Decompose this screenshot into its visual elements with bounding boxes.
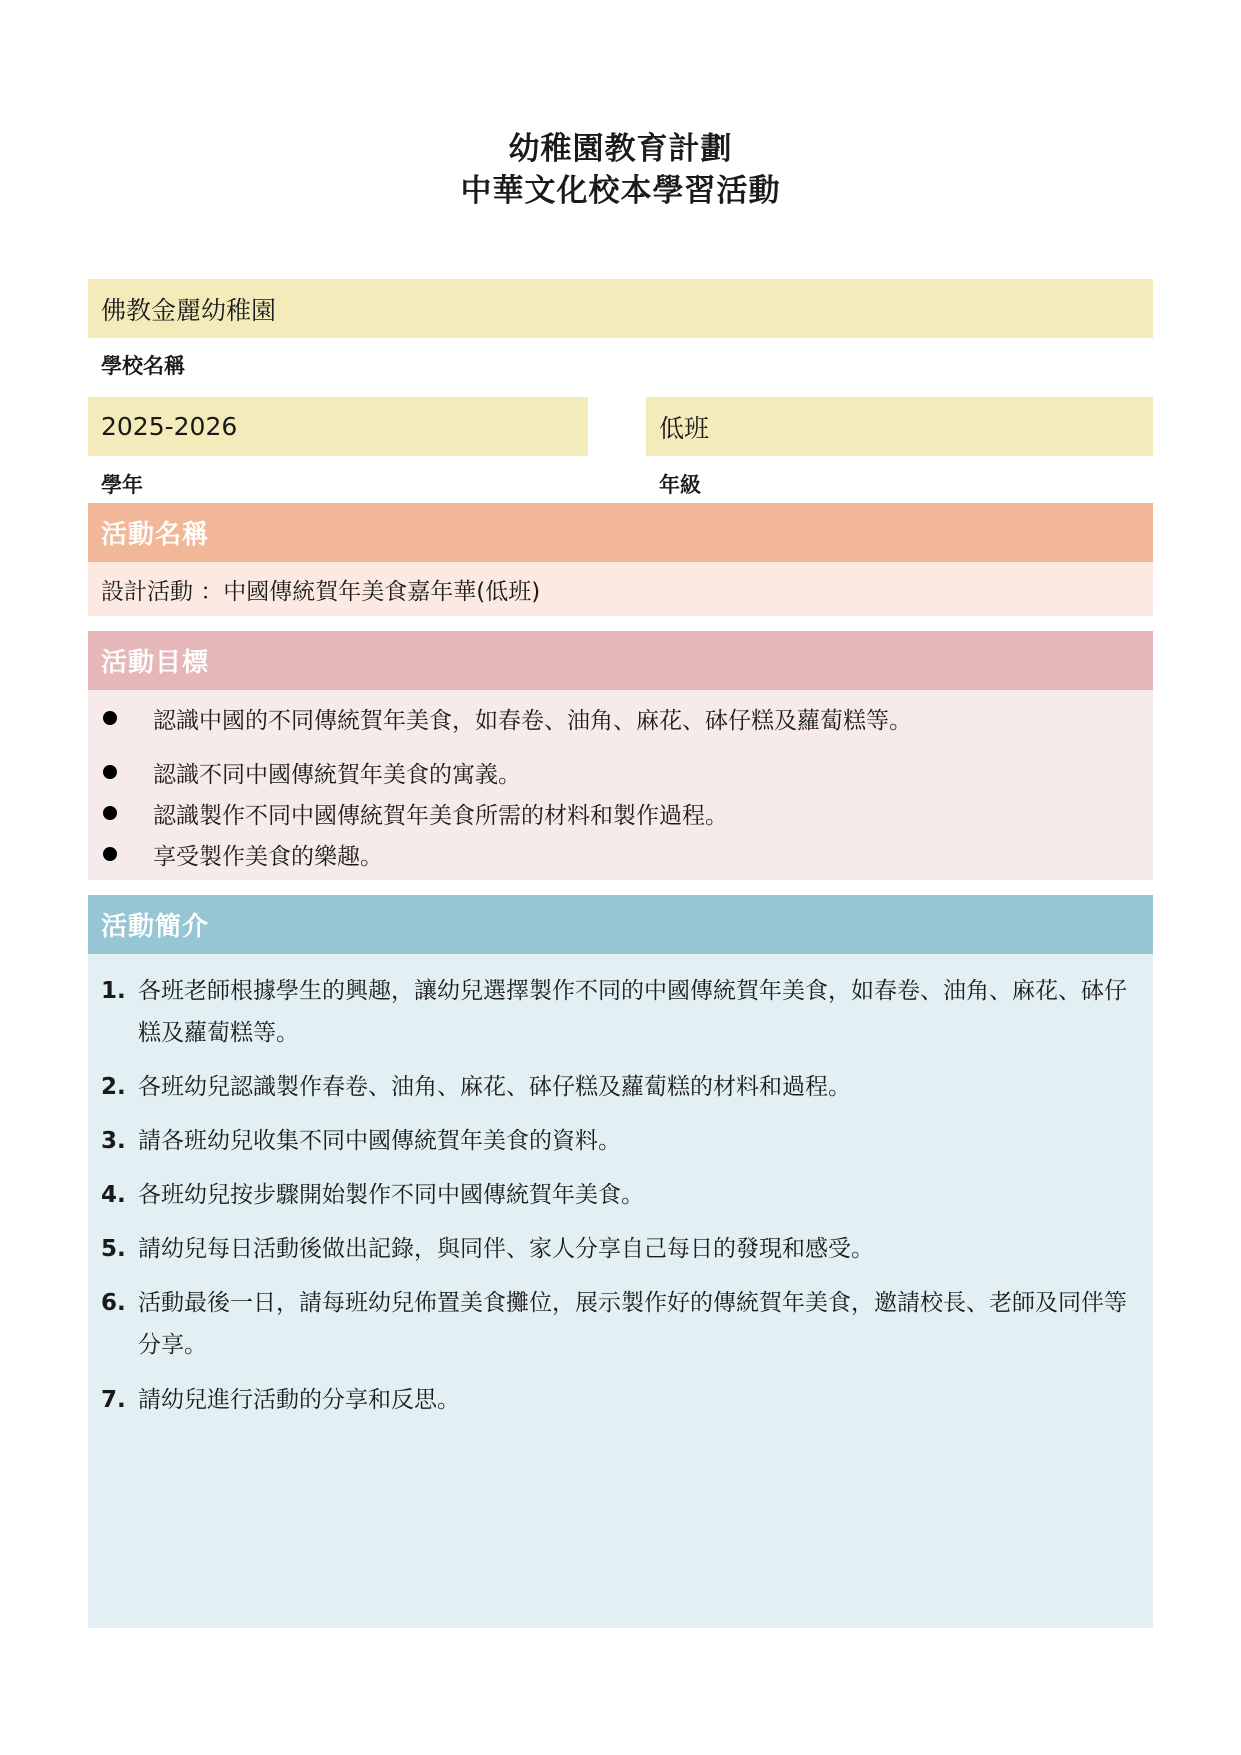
item-text: 各班老師根據學生的興趣，讓幼兒選擇製作不同的中國傳統賀年美食，如春卷、油角、麻花、砵仔糕及蘿蔔糕等。 xyxy=(138,978,1127,1046)
school-year-label: 學年 xyxy=(101,473,143,497)
item-number: 2. xyxy=(101,1074,126,1100)
list-item xyxy=(88,1066,1153,1108)
item-number: 6. xyxy=(101,1290,126,1316)
item-number: 4. xyxy=(101,1182,126,1208)
item-number: 7. xyxy=(101,1387,126,1413)
objectives-list xyxy=(88,690,1153,880)
item-text: 各班幼兒按步驟開始製作不同中國傳統賀年美食。 xyxy=(138,1182,644,1208)
objective-text: 認識中國的不同傳統賀年美食，如春卷、油角、麻花、砵仔糕及蘿蔔糕等。 xyxy=(153,707,912,734)
bullet-icon xyxy=(103,711,117,725)
title-line-1: 幼稚園教育計劃 xyxy=(508,131,733,167)
bullet-icon xyxy=(103,765,117,779)
school-name-field[interactable]: 佛教金麗幼稚園 xyxy=(88,279,1153,338)
document-title xyxy=(0,128,1241,212)
school-name-label: 學校名稱 xyxy=(101,354,185,378)
objective-text: 認識製作不同中國傳統賀年美食所需的材料和製作過程。 xyxy=(153,802,728,829)
list-item xyxy=(88,1282,1153,1366)
list-item xyxy=(88,1174,1153,1216)
objectives-heading: 活動目標 xyxy=(88,631,1153,690)
bullet-icon xyxy=(103,847,117,861)
item-text: 請幼兒進行活動的分享和反思。 xyxy=(138,1387,460,1413)
item-text: 活動最後一日，請每班幼兒佈置美食攤位，展示製作好的傳統賀年美食，邀請校長、老師及同伴等分享。 xyxy=(138,1290,1127,1358)
objective-text: 享受製作美食的樂趣。 xyxy=(153,843,383,870)
introduction-heading: 活動簡介 xyxy=(88,895,1153,954)
item-text: 各班幼兒認識製作春卷、油角、麻花、砵仔糕及蘿蔔糕的材料和過程。 xyxy=(138,1074,851,1100)
activity-name-heading: 活動名稱 xyxy=(88,503,1153,562)
list-item xyxy=(88,834,1153,874)
list-item xyxy=(88,793,1153,833)
list-item xyxy=(88,1228,1153,1270)
objective-text: 認識不同中國傳統賀年美食的寓義。 xyxy=(153,761,521,788)
list-item xyxy=(88,1120,1153,1162)
list-item xyxy=(88,970,1153,1054)
item-text: 請各班幼兒收集不同中國傳統賀年美食的資料。 xyxy=(138,1128,621,1154)
title-line-2: 中華文化校本學習活動 xyxy=(460,173,781,209)
bullet-icon xyxy=(103,806,117,820)
school-year-field[interactable]: 2025-2026 xyxy=(88,397,588,456)
item-number: 3. xyxy=(101,1128,126,1154)
list-item xyxy=(88,698,1153,738)
grade-label: 年級 xyxy=(659,473,701,497)
introduction-list xyxy=(88,954,1153,1628)
list-item xyxy=(88,1379,1153,1421)
item-number: 1. xyxy=(101,978,126,1004)
activity-name-value[interactable]: 設計活動 ：中國傳統賀年美食嘉年華(低班) xyxy=(88,562,1153,616)
item-text: 請幼兒每日活動後做出記錄，與同伴、家人分享自己每日的發現和感受。 xyxy=(138,1236,874,1262)
grade-field[interactable]: 低班 xyxy=(646,397,1153,456)
list-item xyxy=(88,752,1153,792)
item-number: 5. xyxy=(101,1236,126,1262)
